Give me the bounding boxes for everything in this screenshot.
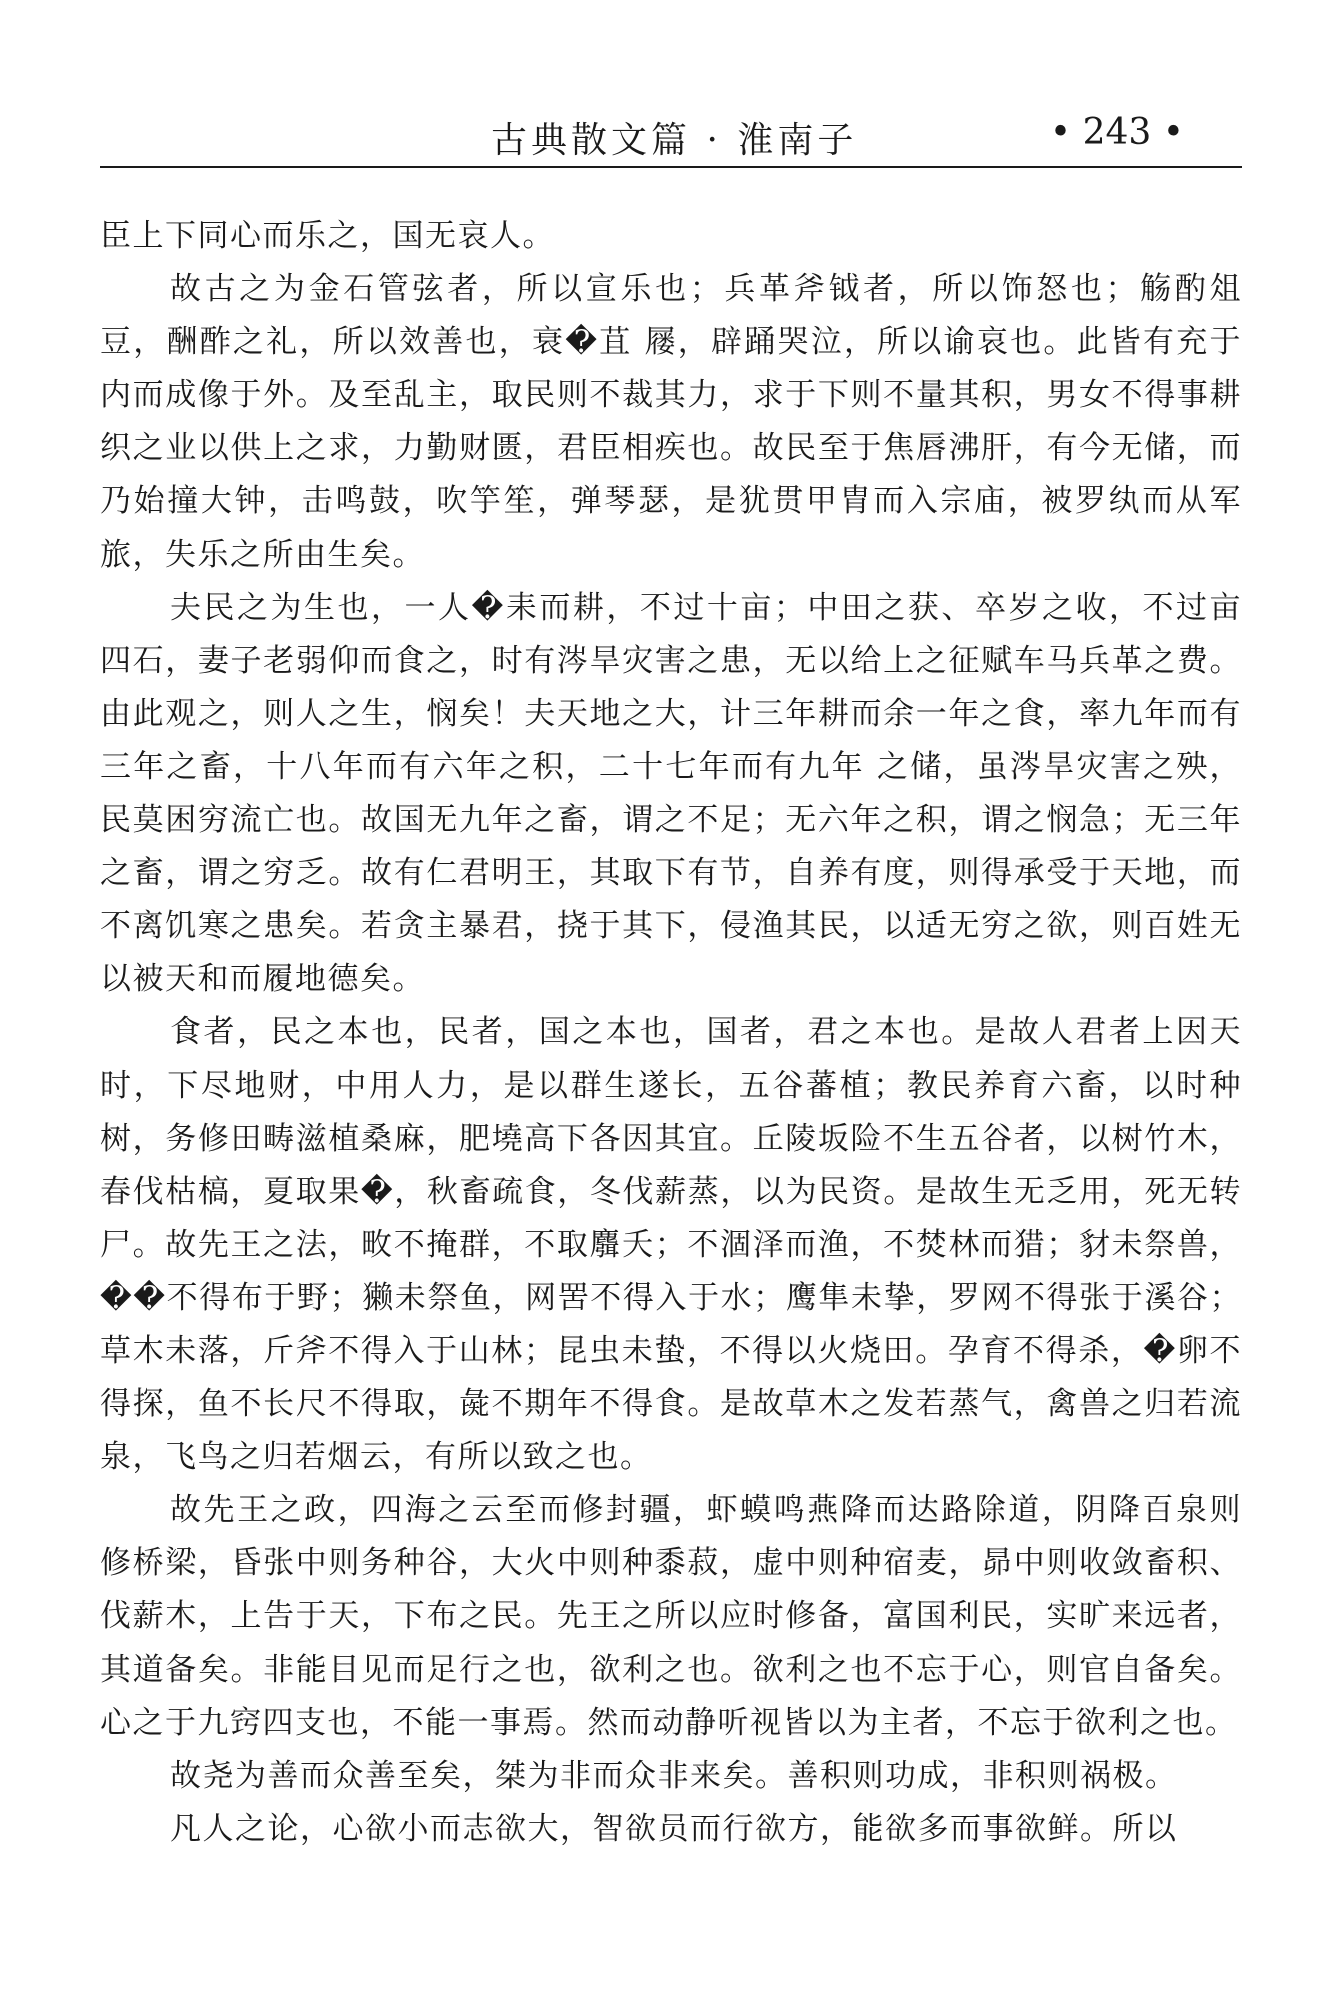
running-header xyxy=(100,100,1242,168)
paragraph-continuation: 臣上下同心而乐之，国无哀人。 xyxy=(100,218,555,254)
paragraph: 凡人之论，心欲小而志欲大，智欲员而行欲方，能欲多而事欲鲜。所以 xyxy=(170,1810,1178,1847)
paragraph: 夫民之为生也，一人�耒而耕，不过十亩；中田之获、卒岁之收，不过亩四石，妻子老弱仰而食之，时有涔旱灾害之患，无以给上之征赋车马兵革之费。由此观之，则人之生，悯矣！夫天地之大，计三年耕而余一年之食，率九年而有三年之畜，十八年而有六年之积，二十七年而有九年 之储，虽涔旱灾害之殃，民莫困穷流亡也。故国无九年之畜，谓之不足；无六年之积，谓之悯急；无三年之畜，谓之穷乏。故有仁君明王，其取下有节，自养有度，则得承受于天地，而不离饥寒之患矣。若贪主暴君，挠于其下，侵渔其民，以适无穷之欲，则百姓无以被天和而履地德矣。 xyxy=(100,589,1242,998)
page-number: • 243 • xyxy=(1049,112,1184,153)
paragraph: 食者，民之本也，民者，国之本也，国者，君之本也。是故人君者上因天时，下尽地财，中用人力，是以群生遂长，五谷蕃植；教民养育六畜，以时种树，务修田畴滋植桑麻，肥墝高下各因其宜。丘陵坂险不生五谷者，以树竹木，春伐枯槁，夏取果�，秋畜疏食，冬伐薪蒸，以为民资。是故生无乏用，死无转尸。故先王之法，畋不掩群，不取麛夭；不涸泽而渔，不焚林而猎；豺未祭兽，��不得布于野；獭未祭鱼，网罟不得入于水；鹰隼未挚，罗网不得张于溪谷；草木未落，斤斧不得入于山林；昆虫未蛰，不得以火烧田。孕育不得杀，�卵不得探，鱼不长尺不得取，彘不期年不得食。是故草木之发若蒸气，禽兽之归若流泉，飞鸟之归若烟云，有所以致之也。 xyxy=(100,1014,1242,1476)
paragraph: 故先王之政，四海之云至而修封疆，虾蟆鸣燕降而达路除道，阴降百泉则修桥梁，昏张中则务种谷，大火中则种黍菽，虚中则种宿麦，昴中则收敛畜积、伐薪木，上告于天，下布之民。先王之所以应时修备，富国利民，实旷来远者，其道备矣。非能目见而足行之也，欲利之也。欲利之也不忘于心，则官自备矣。心之于九窍四支也，不能一事焉。然而动静听视皆以为主者，不忘于欲利之也。 xyxy=(100,1492,1242,1741)
body-text xyxy=(100,210,1242,1856)
paragraph: 故古之为金石管弦者，所以宣乐也；兵革斧钺者，所以饰怒也；觞酌俎豆，酬酢之礼，所以效善也，衰�苴 屦，辟踊哭泣，所以谕哀也。此皆有充于内而成像于外。及至乱主，取民则不裁其力，求于下则不量其积，男女不得事耕织之业以供上之求，力勤财匮，君臣相疾也。故民至于焦唇沸肝，有今无储，而乃始撞大钟，击鸣鼓，吹竽笙，弹琴瑟，是犹贯甲胄而入宗庙，被罗纨而从军旅，失乐之所由生矣。 xyxy=(100,271,1242,573)
paragraph: 故尧为善而众善至矣，桀为非而众非来矣。善积则功成，非积则祸极。 xyxy=(170,1757,1178,1794)
header-title: 古典散文篇 · 淮南子 xyxy=(491,120,858,161)
